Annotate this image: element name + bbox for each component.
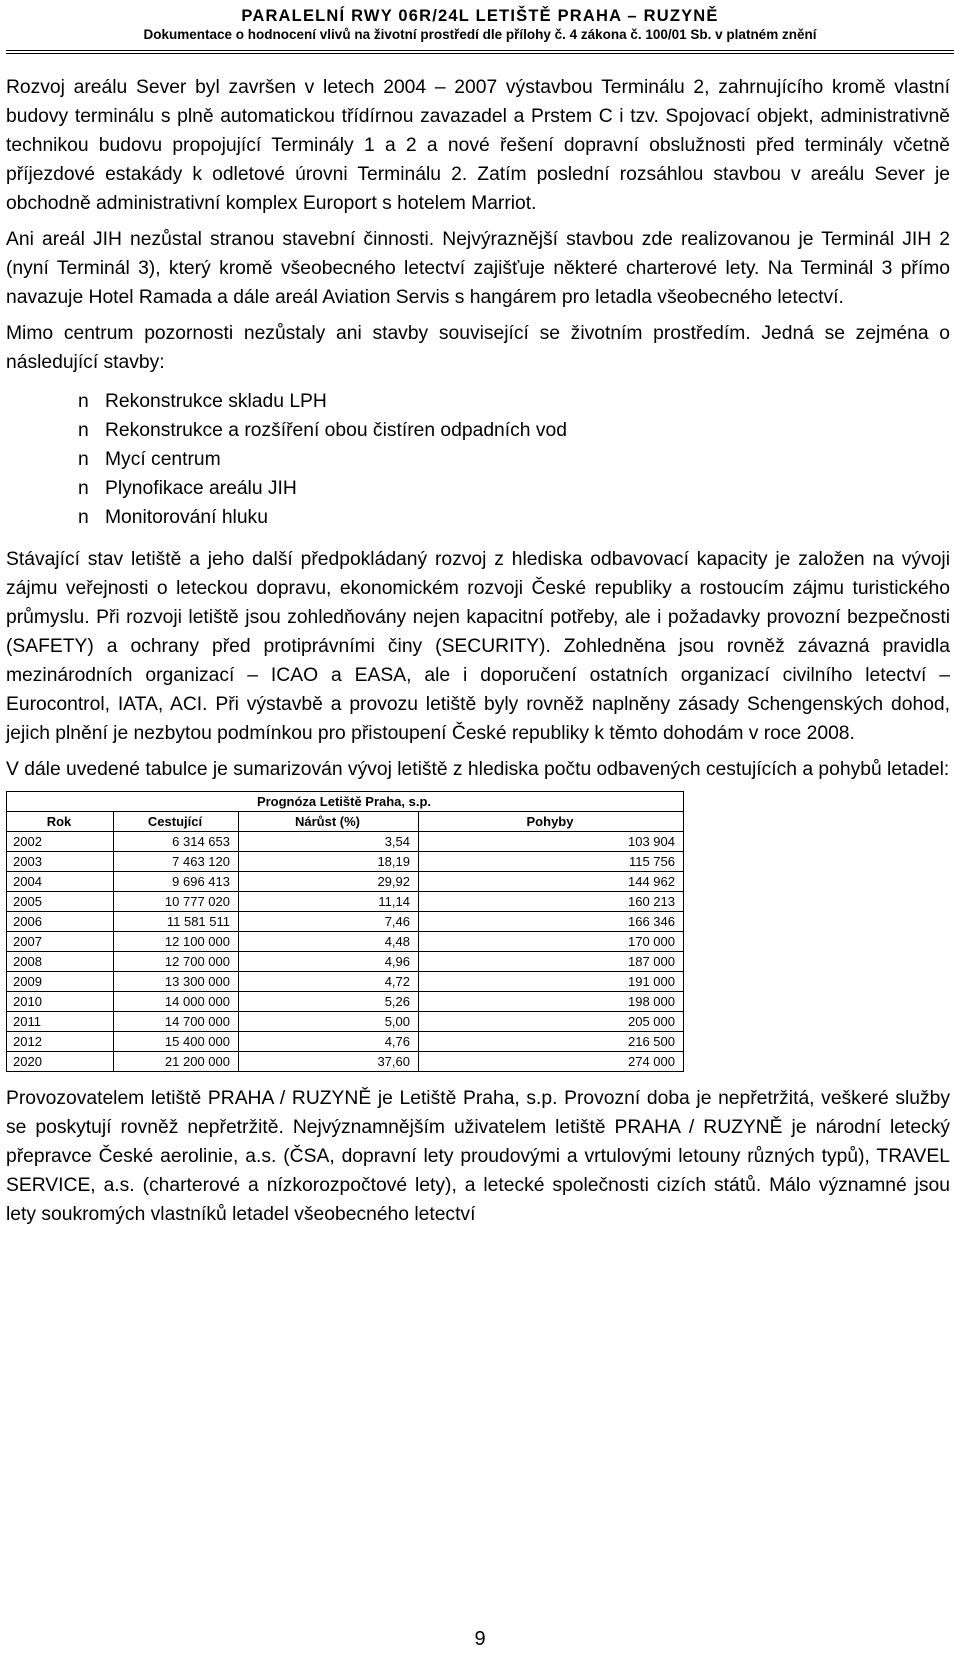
main-content <box>6 73 950 1236</box>
cell-growth: 18,19 <box>239 852 419 872</box>
cell-growth: 37,60 <box>239 1052 419 1072</box>
list-item-text: Plynofikace areálu JIH <box>105 478 297 499</box>
header-subtitle: Dokumentace o hodnocení vlivů na životní prostředí dle přílohy č. 4 zákona č. 100/01 Sb. v platném znění <box>143 27 817 42</box>
table-header-row <box>7 812 684 832</box>
cell-movements: 103 904 <box>419 832 684 852</box>
cell-passengers: 7 463 120 <box>114 852 239 872</box>
cell-movements: 160 213 <box>419 892 684 912</box>
list-item-text: Rekonstrukce a rozšíření obou čistíren odpadních vod <box>105 420 567 441</box>
environment-projects-list <box>6 387 950 532</box>
cell-year: 2008 <box>7 952 114 972</box>
list-item-text: Rekonstrukce skladu LPH <box>105 391 327 412</box>
cell-passengers: 14 700 000 <box>114 1012 239 1032</box>
table-row <box>7 872 684 892</box>
column-header-rok: Rok <box>7 812 114 832</box>
cell-year: 2007 <box>7 932 114 952</box>
list-item <box>78 474 950 503</box>
paragraph-areal-sever: Rozvoj areálu Sever byl završen v letech 2004 – 2007 výstavbou Terminálu 2, zahrnujícího kromě vlastní budovy terminálu s plně automatickou třídírnou zavazadel a Prstem C i tzv. Spojovací objekt, administrativně technikou budovu propojující Terminály 1 a 2 a nové řešení dopravní obslužnosti před terminály včetně příjezdové estakády k odletové úrovni Terminálu 2. Zatím poslední rozsáhlou stavbou v areálu Sever je obchodně administrativní komplex Europort s hotelem Marriot. <box>6 77 950 214</box>
list-item <box>78 503 950 532</box>
list-item-text: Monitorování hluku <box>105 507 268 528</box>
bullet-marker: n <box>78 449 89 470</box>
cell-movements: 198 000 <box>419 992 684 1012</box>
cell-passengers: 11 581 511 <box>114 912 239 932</box>
bullet-marker: n <box>78 507 89 528</box>
cell-movements: 205 000 <box>419 1012 684 1032</box>
cell-movements: 115 756 <box>419 852 684 872</box>
cell-growth: 29,92 <box>239 872 419 892</box>
cell-growth: 4,48 <box>239 932 419 952</box>
cell-growth: 11,14 <box>239 892 419 912</box>
cell-growth: 3,54 <box>239 832 419 852</box>
table-caption-row <box>7 792 684 812</box>
column-header-narust: Nárůst (%) <box>239 812 419 832</box>
cell-year: 2002 <box>7 832 114 852</box>
header-title: PARALELNÍ RWY 06R/24L LETIŠTĚ PRAHA – RUZYNĚ <box>241 7 719 25</box>
cell-passengers: 21 200 000 <box>114 1052 239 1072</box>
cell-year: 2010 <box>7 992 114 1012</box>
cell-passengers: 6 314 653 <box>114 832 239 852</box>
table-row <box>7 852 684 872</box>
paragraph-environment-intro: Mimo centrum pozornosti nezůstaly ani stavby související se životním prostředím. Jedná se zejména o následující stavby: <box>6 323 950 373</box>
page-header <box>0 6 960 44</box>
cell-movements: 191 000 <box>419 972 684 992</box>
table-row <box>7 1012 684 1032</box>
cell-movements: 216 500 <box>419 1032 684 1052</box>
list-item <box>78 387 950 416</box>
table-row <box>7 892 684 912</box>
cell-passengers: 9 696 413 <box>114 872 239 892</box>
table-row <box>7 932 684 952</box>
forecast-table-wrapper <box>6 791 950 1072</box>
list-item <box>78 445 950 474</box>
table-row <box>7 992 684 1012</box>
forecast-table <box>6 791 684 1072</box>
table-caption: Prognóza Letiště Praha, s.p. <box>7 792 684 812</box>
cell-year: 2020 <box>7 1052 114 1072</box>
table-row <box>7 1032 684 1052</box>
cell-passengers: 14 000 000 <box>114 992 239 1012</box>
table-row <box>7 952 684 972</box>
table-row <box>7 972 684 992</box>
cell-growth: 4,96 <box>239 952 419 972</box>
cell-passengers: 12 100 000 <box>114 932 239 952</box>
bullet-marker: n <box>78 478 89 499</box>
cell-passengers: 10 777 020 <box>114 892 239 912</box>
cell-year: 2011 <box>7 1012 114 1032</box>
cell-year: 2009 <box>7 972 114 992</box>
cell-growth: 7,46 <box>239 912 419 932</box>
cell-year: 2006 <box>7 912 114 932</box>
cell-growth: 4,76 <box>239 1032 419 1052</box>
paragraph-operator: Provozovatelem letiště PRAHA / RUZYNĚ je Letiště Praha, s.p. Provozní doba je nepřetržitá, veškeré služby se poskytují rovněž nepřetržitě. Nejvýznamnějším uživatelem letiště PRAHA / RUZYNĚ je národní letecký přepravce České aerolinie, a.s. (ČSA, dopravní lety proudovými a vrtulovými letouny různých typů), TRAVEL SERVICE, a.s. (charterové a nízkorozpočtové lety), a letecké společnosti cizích států. Málo významné jsou lety soukromých vlastníků letadel všeobecného letectví <box>6 1088 950 1225</box>
cell-year: 2005 <box>7 892 114 912</box>
cell-passengers: 15 400 000 <box>114 1032 239 1052</box>
cell-movements: 187 000 <box>419 952 684 972</box>
cell-year: 2012 <box>7 1032 114 1052</box>
cell-year: 2003 <box>7 852 114 872</box>
cell-year: 2004 <box>7 872 114 892</box>
column-header-pohyby: Pohyby <box>419 812 684 832</box>
table-row <box>7 1052 684 1072</box>
column-header-cestujici: Cestující <box>114 812 239 832</box>
paragraph-areal-jih: Ani areál JIH nezůstal stranou stavební činnosti. Nejvýraznější stavbou zde realizovanou je Terminál JIH 2 (nyní Terminál 3), který kromě všeobecného letectví zajišťuje některé charterové lety. Na Terminál 3 přímo navazuje Hotel Ramada a dále areál Aviation Servis s hangárem pro letadla všeobecného letectví. <box>6 229 950 308</box>
cell-movements: 166 346 <box>419 912 684 932</box>
page-number: 9 <box>474 1628 486 1650</box>
cell-movements: 170 000 <box>419 932 684 952</box>
cell-growth: 5,26 <box>239 992 419 1012</box>
table-row <box>7 912 684 932</box>
cell-growth: 5,00 <box>239 1012 419 1032</box>
cell-movements: 274 000 <box>419 1052 684 1072</box>
cell-movements: 144 962 <box>419 872 684 892</box>
cell-passengers: 12 700 000 <box>114 952 239 972</box>
cell-growth: 4,72 <box>239 972 419 992</box>
bullet-marker: n <box>78 391 89 412</box>
table-row <box>7 832 684 852</box>
list-item-text: Mycí centrum <box>105 449 221 470</box>
bullet-marker: n <box>78 420 89 441</box>
paragraph-table-intro: V dále uvedené tabulce je sumarizován vývoj letiště z hlediska počtu odbavených cestujících a pohybů letadel: <box>6 759 950 780</box>
list-item <box>78 416 950 445</box>
cell-passengers: 13 300 000 <box>114 972 239 992</box>
paragraph-capacity-development: Stávající stav letiště a jeho další předpokládaný rozvoj z hlediska odbavovací kapacity je založen na vývoji zájmu veřejnosti o leteckou dopravu, ekonomickém rozvoji České republiky a rostoucím zájmu turistického průmyslu. Při rozvoji letiště jsou zohledňovány nejen kapacitní potřeby, ale i požadavky provozní bezpečnosti (SAFETY) a ochrany před protiprávními činy (SECURITY). Zohledněna jsou rovněž závazná pravidla mezinárodních organizací – ICAO a EASA, ale i doporučení ostatních organizací civilního letectví – Eurocontrol, IATA, ACI. Při výstavbě a provozu letiště byly rovněž naplněny zásady Schengenských dohod, jejich plnění je nezbytou podmínkou pro přistoupení České republiky k těmto dohodám v roce 2008. <box>6 549 950 744</box>
header-divider <box>6 50 954 54</box>
